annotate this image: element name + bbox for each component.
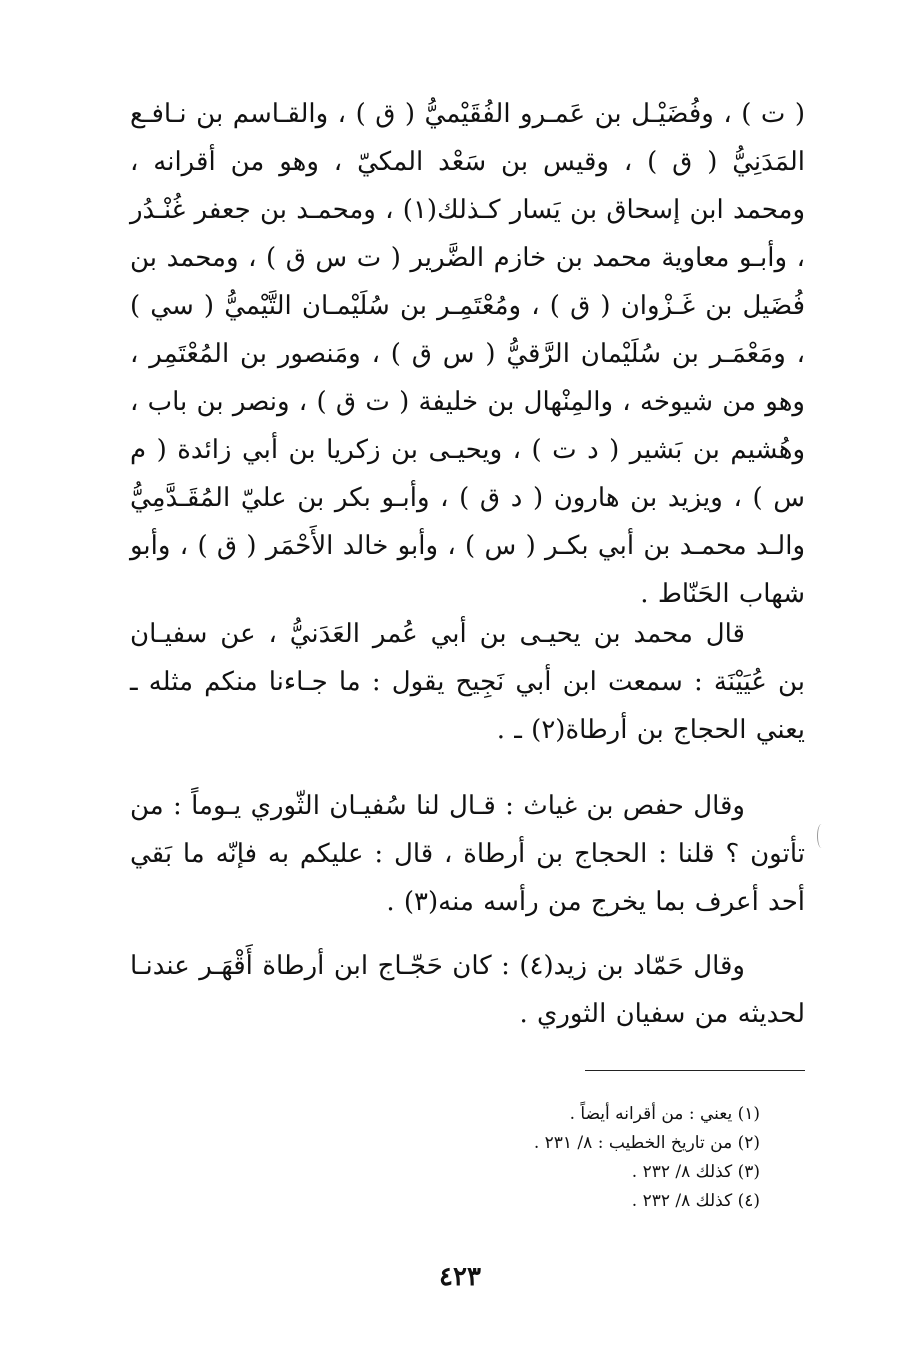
footnote-divider (585, 1070, 805, 1071)
footnote-3: (٣) كذلك ٨/ ٢٣٢ . (631, 1162, 760, 1182)
paragraph-ibn-uyayna: قال محمد بن يحيـى بن أبي عُمر العَدَنيُّ ، عن سفيـان بن عُيَيْنَة : سمعت ابن أبي نَجِيح يقول : ما جـاءنا منكم مثله ـ يعني الحجاج بن أرطاة(٢) ـ . (130, 619, 805, 745)
margin-mark (817, 824, 826, 848)
footnote-4: (٤) كذلك ٨/ ٢٣٢ . (631, 1191, 760, 1211)
paragraph-hafs-ibn-ghiyath: وقال حفص بن غياث : قـال لنا سُفيـان الثّوري يـوماً : من تأتون ؟ قلنا : الحجاج بن أرطاة ، قال : عليكم به فإنّه ما بَقي أحد أعرف بما يخرج من رأسه منه(٣) . (130, 791, 805, 917)
footnotes (400, 1100, 760, 1216)
page-number: ٤٢٣ (439, 1262, 481, 1292)
paragraph-narrators-list: ( ت ) ، وفُضَيْـل بن عَمـرو الفُقَيْميُّ ( ق ) ، والقـاسم بن نـافـع المَدَنِيُّ ( ق ) ، وقيس بن سَعْد المكيّ ، وهو من أقرانه ، ومحمد ابن إسحاق بن يَسار كـذلك(١) ، ومحمـد بن جعفر غُنْـدُر ، وأبـو معاوية محمد بن خازم الضَّرير ( ت س ق ) ، ومحمد بن فُضَيل بن غَـزْوان ( ق ) ، ومُعْتَمِـر بن سُلَيْمـان التَّيْميُّ ( سي ) ، ومَعْمَـر بن سُلَيْمان الرَّقيُّ ( س ق ) ، ومَنصور بن المُعْتَمِر ، وهو من شيوخه ، والمِنْهال بن خليفة ( ت ق ) ، ونصر بن باب ، وهُشيم بن بَشير ( د ت ) ، ويحيـى بن زكريا بن أبي زائدة ( م س ) ، ويزيد بن هارون ( د ق ) ، وأبـو بكر بن عليّ المُقَـدَّمِيُّ والـد محمـد بن أبي بكـر ( س ) ، وأبو خالد الأَحْمَر ( ق ) ، وأبو شهاب الحَنّاط . (130, 99, 806, 609)
footnote-1: (١) يعني : من أقرانه أيضاً . (569, 1104, 760, 1124)
footnote-2: (٢) من تاريخ الخطيب : ٨/ ٢٣١ . (533, 1133, 760, 1153)
paragraph-hammad-ibn-zayd: وقال حَمّاد بن زيد(٤) : كان حَجّـاج ابن أرطاة أَقْهَـر عندنـا لحديثه من سفيان الثوري . (130, 951, 805, 1029)
